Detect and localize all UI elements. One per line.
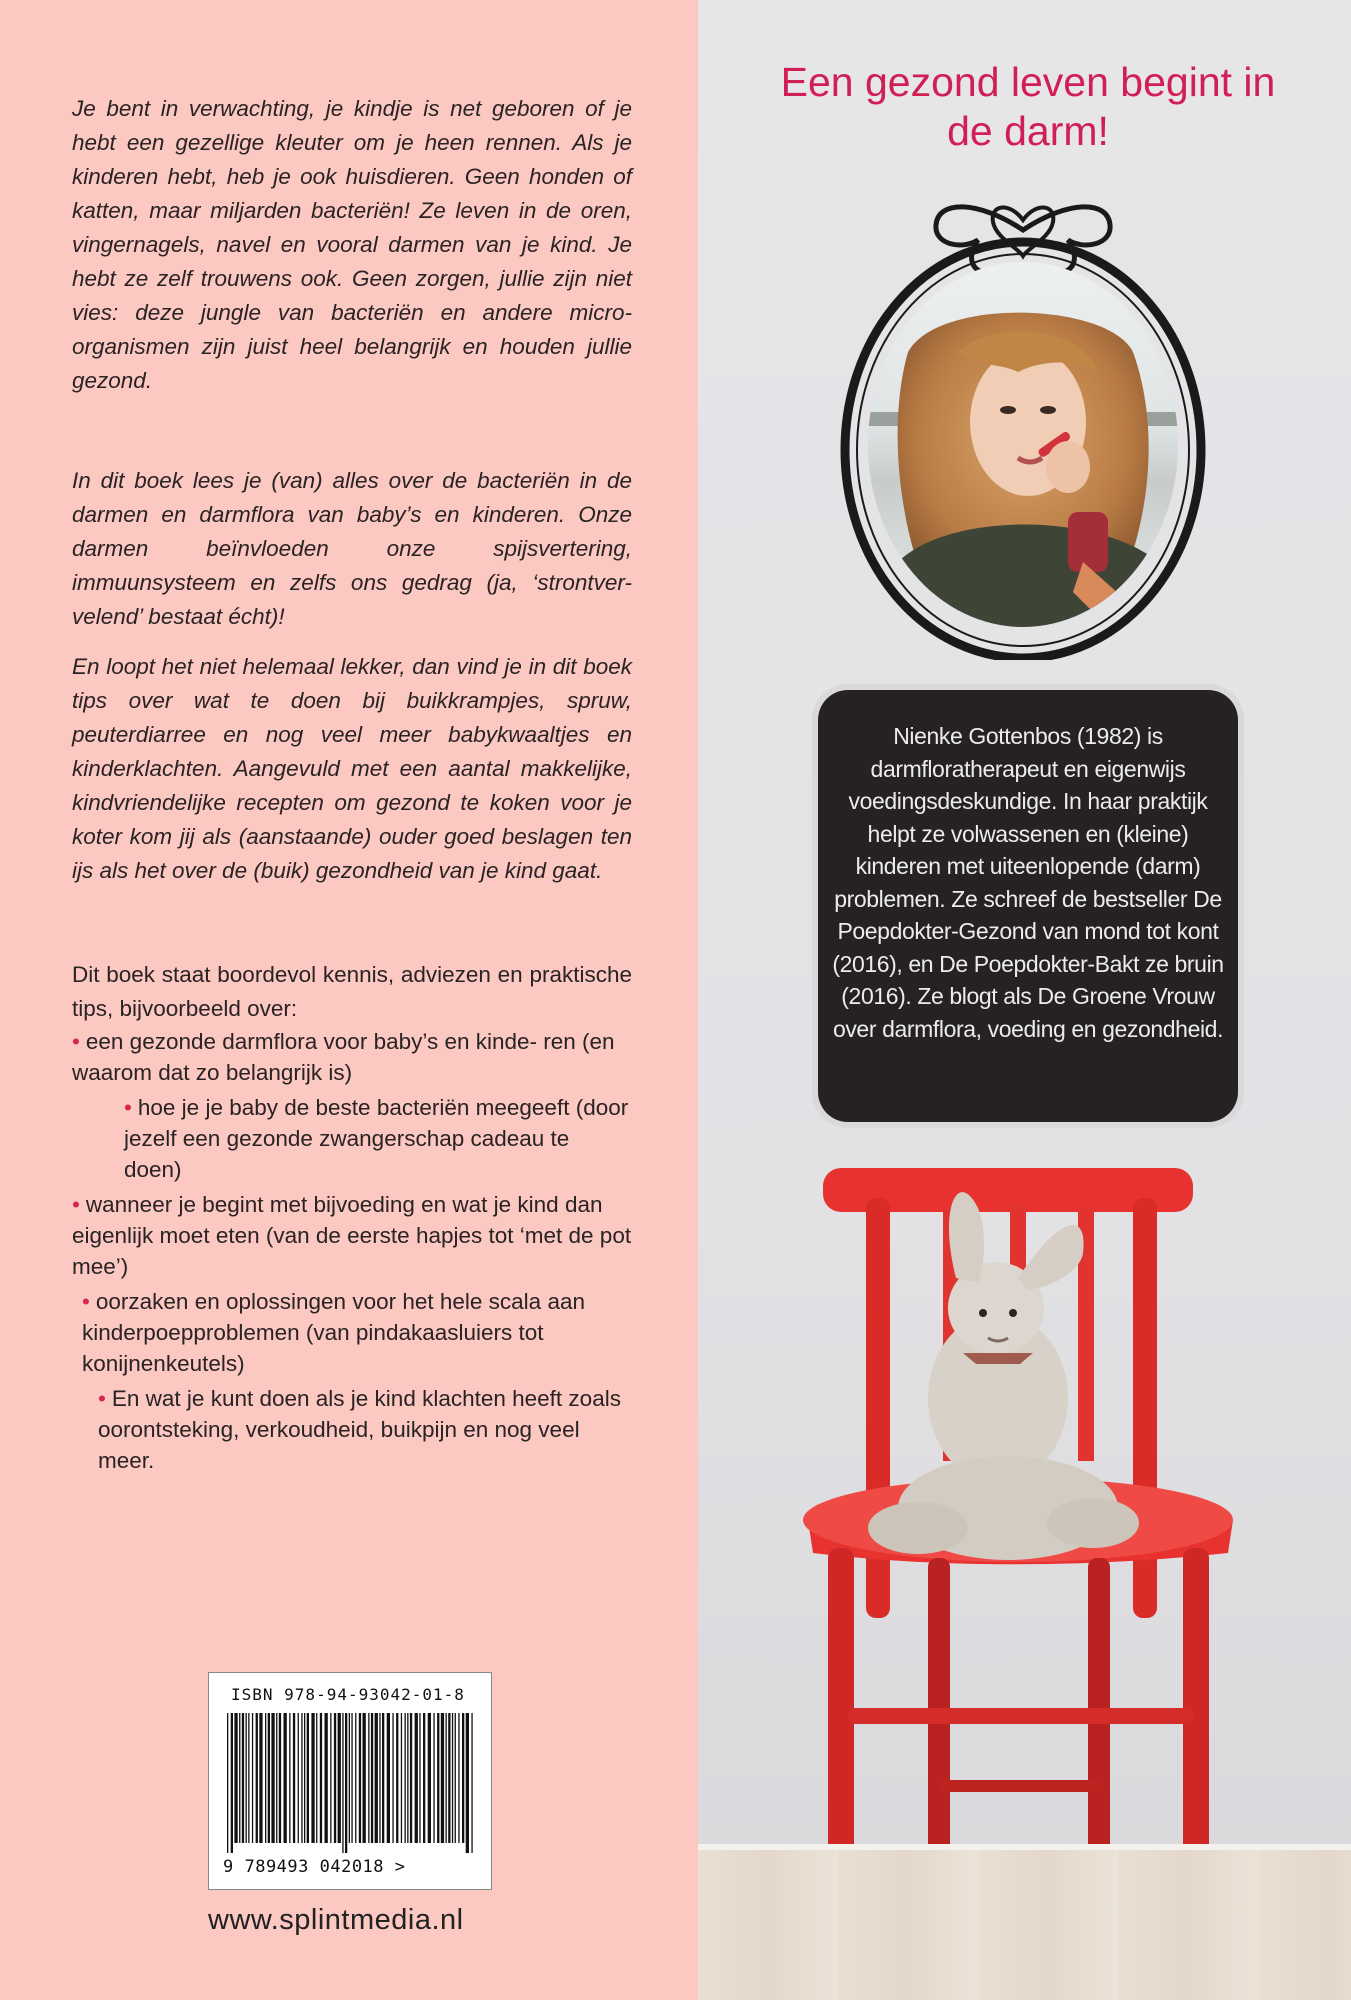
barcode-bar [276, 1713, 277, 1843]
red-chair-illustration [788, 1148, 1258, 1868]
barcode-bar [382, 1713, 384, 1843]
barcode-bar [448, 1713, 450, 1843]
list-item-text: wanneer je begint met bijvoeding en wat je kind dan eigenlijk moet eten (van de eerste hapjes tot ‘met de pot mee’) [72, 1192, 632, 1279]
barcode-bar [242, 1713, 244, 1843]
wooden-floor [698, 1844, 1351, 2000]
barcode-bar [259, 1713, 262, 1843]
barcode-bar [455, 1713, 456, 1843]
barcode-bar [231, 1713, 233, 1853]
barcode-bar [239, 1713, 240, 1843]
barcode-bar [423, 1713, 425, 1843]
portrait-illustration [868, 262, 1178, 627]
blurb-paragraph-3: En loopt het niet helemaal lekker, dan vind je in dit boek tips over wat te doen bij buikkrampjes, spruw, peuterdiarree en nog veel meer babykwaaltjes en kinderklachten. Aangevuld met een aantal makkelijke, kindvriendelijke recepten om gezond te koken voor je koter kom jij als (aanstaande) ouder goed beslagen ten ijs als het over de (buik) gezondheid van je kind gaat. [72, 654, 632, 883]
barcode-bar [265, 1713, 266, 1843]
bullet-marker: • [82, 1289, 90, 1314]
list-item-text: En wat je kunt doen als je kind klachten heeft zoals oorontsteking, verkoudheid, buikpijn en nog veel meer. [98, 1386, 621, 1473]
barcode-bar [428, 1713, 431, 1843]
barcode-bar [289, 1713, 290, 1843]
barcode-bar [301, 1713, 302, 1843]
blurb-paragraph-2: In dit boek lees je (van) alles over de bacteriën in de darmen en darmflora van baby’s en kinderen. Onze darmen beïnvloeden onze spijsvertering, immuunsysteem en zelfs ons gedrag (ja, ‘strontver- velend’ bestaat écht)! [72, 468, 632, 629]
barcode-bar [387, 1713, 390, 1843]
barcode-bar [246, 1713, 247, 1843]
barcode-bar [338, 1713, 341, 1843]
list-item [72, 1189, 632, 1282]
barcode-bar [452, 1713, 453, 1843]
barcode-bar [441, 1713, 444, 1843]
barcode-bar [330, 1713, 331, 1843]
author-portrait [868, 262, 1178, 627]
barcode-bar [279, 1713, 281, 1843]
barcode-bar [307, 1713, 309, 1843]
barcode-bar [401, 1713, 402, 1843]
barcode-digits: 9 789493 042018 > [223, 1857, 406, 1877]
barcode-bar [320, 1713, 322, 1843]
barcode-bar [298, 1713, 299, 1843]
barcode-bar [248, 1713, 249, 1843]
barcode-bar [325, 1713, 328, 1843]
barcode-bar [349, 1713, 350, 1843]
barcode-bar [375, 1713, 378, 1843]
barcode-bar [446, 1713, 447, 1843]
barcode-bar [405, 1713, 406, 1843]
barcode-bar [345, 1713, 347, 1853]
list-item [72, 1092, 632, 1185]
barcode-bar [396, 1713, 398, 1843]
barcode-bar [437, 1713, 439, 1843]
list-item-text: een gezonde darmflora voor baby’s en kinde- ren (en waarom dat zo belangrijk is) [72, 1029, 615, 1085]
barcode-icon [223, 1713, 477, 1853]
barcode-bar [284, 1713, 287, 1843]
barcode-bar [410, 1713, 412, 1843]
tips-list [72, 1026, 632, 1480]
barcode-bar [471, 1713, 472, 1853]
barcode-bar [458, 1713, 459, 1843]
list-item [72, 1383, 632, 1476]
barcode-bar [342, 1713, 343, 1853]
list-item-text: oorzaken en oplossingen voor het hele scala aan kinderpoepproblemen (van pindakaasluiers tot konijnenkeutels) [82, 1289, 585, 1376]
barcode-bar [311, 1713, 314, 1843]
barcode-bar [392, 1713, 393, 1843]
right-panel [698, 0, 1351, 2000]
barcode-bar [256, 1713, 258, 1843]
isbn-barcode [208, 1672, 492, 1890]
barcode-bar [462, 1713, 464, 1843]
barcode-bar [227, 1713, 228, 1853]
barcode-bar [419, 1713, 420, 1843]
barcode-bar [433, 1713, 434, 1843]
list-item [72, 1026, 632, 1088]
author-bio-box [818, 690, 1238, 1122]
barcode-bar [268, 1713, 270, 1843]
barcode-bar [363, 1713, 366, 1843]
author-bio: Nienke Gottenbos (1982) is darmfloratherapeut en eigenwijs voedingsdeskundige. In haar praktijk helpt ze volwassenen en (kleine) kinderen met uiteenlopende (darm) problemen. Ze schreef de bestseller De Poepdokter-Gezond van mond tot kont (2016), en De Poepdokter-Bakt ze bruin (2016). Ze blogt als De Groene Vrouw over darmflora, voeding en gezondheid. [832, 723, 1224, 1042]
barcode-bar [371, 1713, 373, 1843]
barcode-bar [379, 1713, 380, 1843]
barcode-bar [334, 1713, 336, 1843]
barcode-bar [368, 1713, 369, 1843]
barcode-bar [359, 1713, 361, 1843]
barcode-bar [415, 1713, 418, 1843]
blurb-paragraph-1: Je bent in verwachting, je kindje is net geboren of je hebt een gezellige kleuter om je heen rennen. Als je kinderen hebt, heb je ook huisdieren. Geen honden of katten, maar miljarden bacteriën! Ze leven in de oren, vingernagels, navel en vooral darmen van je kind. Je hebt ze zelf trouwens ook. Geen zorgen, jullie zijn niet vies: deze jungle van bacteriën en andere micro-organismen zijn juist heel belangrijk en houden jullie gezond. [72, 96, 632, 393]
tagline: Een gezond leven begint in de darm! [780, 59, 1276, 154]
barcode-bar [304, 1713, 305, 1843]
tips-intro: Dit boek staat boordevol kennis, adviezen en praktische tips, bijvoorbeeld over: [72, 962, 632, 1021]
barcode-bar [407, 1713, 408, 1843]
barcode-bar [355, 1713, 356, 1843]
list-item-text: hoe je je baby de beste bacteriën meegeeft (door jezelf een gezonde zwangerschap cadeau te doen) [124, 1095, 629, 1182]
list-item [72, 1286, 632, 1379]
barcode-bar [293, 1713, 295, 1843]
isbn-label: ISBN 978-94-93042-01-8 [231, 1685, 465, 1704]
barcode-bar [252, 1713, 253, 1843]
barcode-bar [271, 1713, 274, 1843]
bullet-marker: • [72, 1192, 80, 1217]
bullet-marker: • [124, 1095, 132, 1120]
barcode-bar [234, 1713, 237, 1843]
publisher-website: www.splintmedia.nl [208, 1904, 464, 1936]
barcode-bar [466, 1713, 469, 1853]
bullet-marker: • [98, 1386, 106, 1411]
barcode-bar [351, 1713, 352, 1843]
bullet-marker: • [72, 1029, 80, 1054]
barcode-bar [316, 1713, 317, 1843]
